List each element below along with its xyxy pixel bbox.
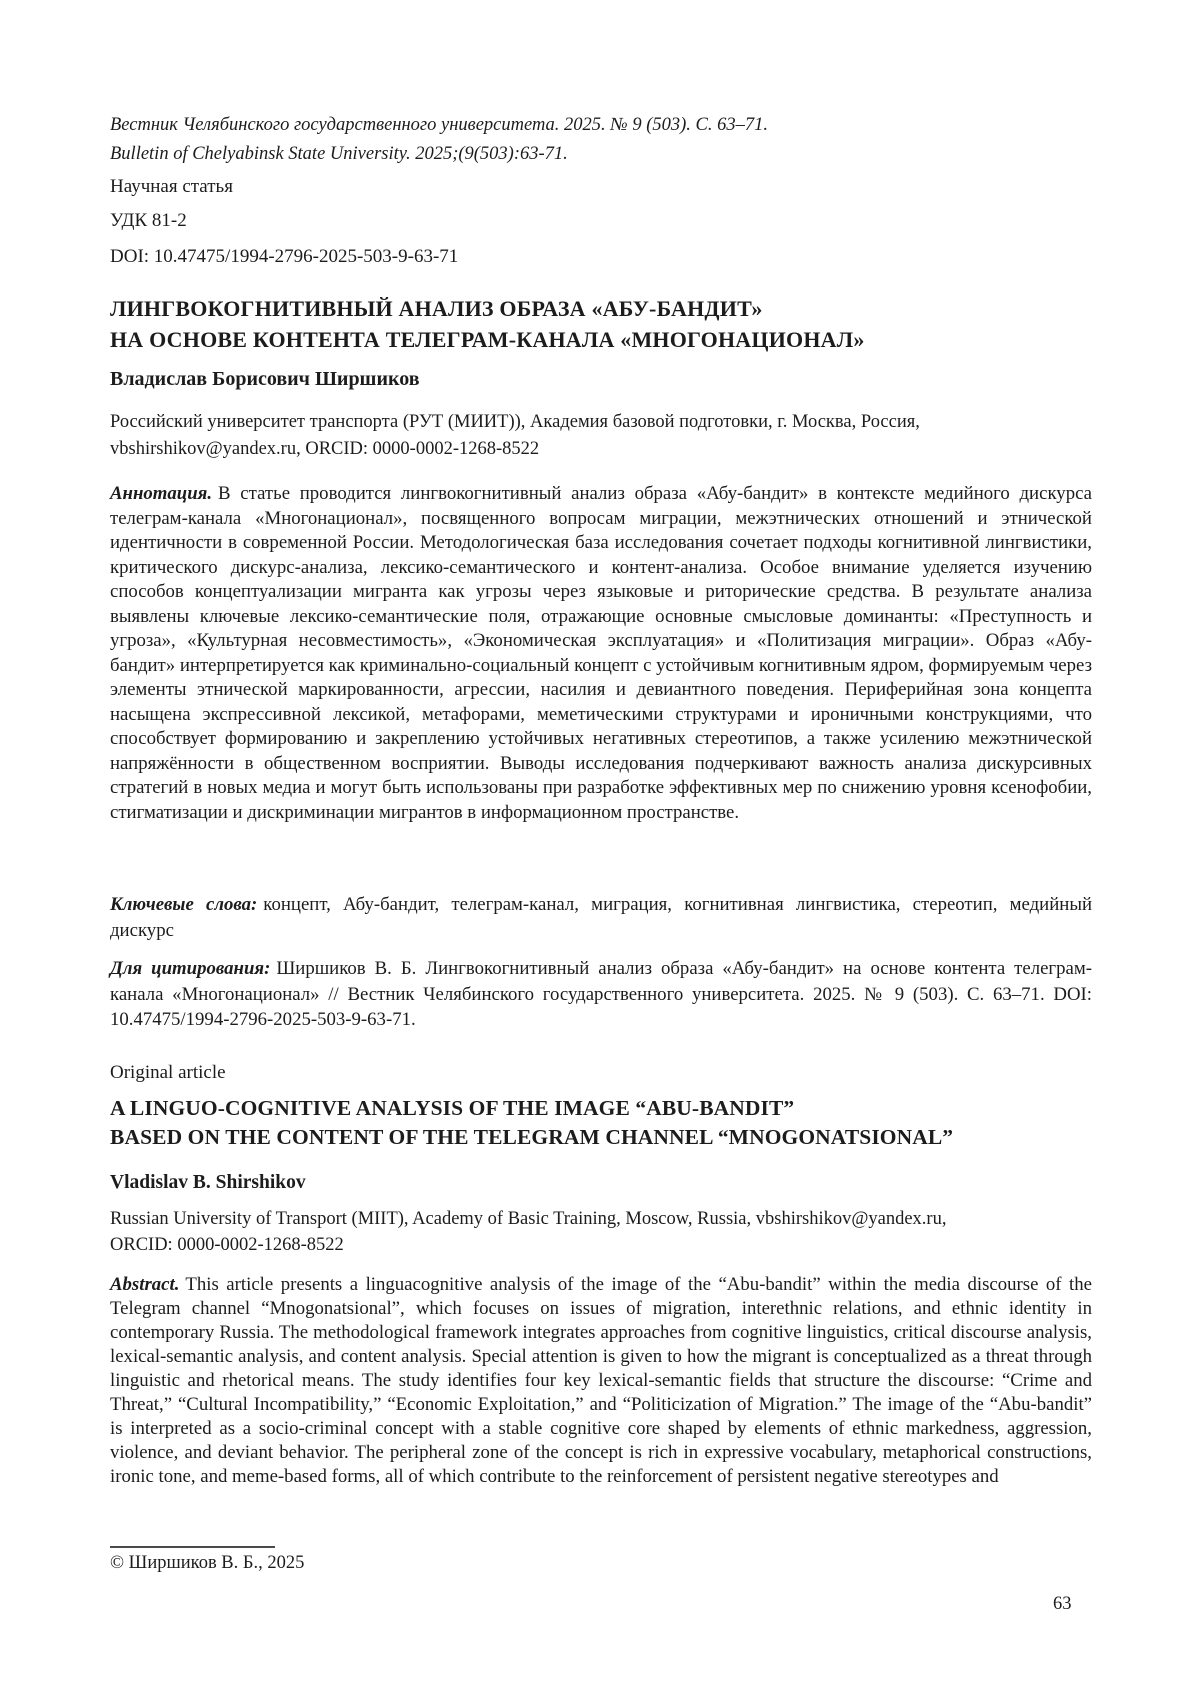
title-en-line2: BASED ON THE CONTENT OF THE TELEGRAM CHANNEL “MNOGONATSIONAL” (110, 1125, 954, 1149)
citation-ru (110, 956, 1092, 1033)
doi: DOI: 10.47475/1994-2796-2025-503-9-63-71 (110, 246, 459, 267)
journal-header (110, 111, 1092, 169)
copyright-notice: © Ширшиков В. Б., 2025 (110, 1553, 305, 1573)
udc-code: УДК 81-2 (110, 210, 187, 231)
title-ru-line2: НА ОСНОВЕ КОНТЕНТА ТЕЛЕГРАМ-КАНАЛА «МНОГОНАЦИОНАЛ» (110, 327, 865, 352)
article-type-ru: Научная статья (110, 176, 233, 197)
affiliation-en-line1: Russian University of Transport (MIIT), Academy of Basic Training, Moscow, Russia, vbshirshikov@yandex.ru, (110, 1209, 947, 1229)
keywords-ru-text: концепт, Абу-бандит, телеграм-канал, миграция, когнитивная лингвистика, стереотип, медийный дискурс (110, 894, 1092, 941)
affiliation-ru (110, 409, 1092, 462)
abstract-ru-label: Аннотация. (110, 483, 213, 504)
abstract-ru-text: В статье проводится лингвокогнитивный анализ образа «Абу-бандит» в контексте медийного дискурса телеграм-канала «Многонационал», посвященного вопросам миграции, межэтнических отношений и этнической идентичности в современной России. Методологическая база исследования сочетает подходы когнитивной лингвистики, критического дискурс-анализа, лексико-семантического и контент-анализа. Особое внимание уделяется изучению способов концептуализации мигранта как угрозы через языковые и риторические средства. В результате анализа выявлены ключевые лексико-семантические поля, отражающие основные смысловые доминанты: «Преступность и угроза», «Культурная несовместимость», «Экономическая эксплуатация» и «Политизация миграции». Образ «Абу-бандит» интерпретируется как криминально-социальный концепт с устойчивым когнитивным ядром, формируемым через элементы этнической маркированности, агрессии, насилия и девиантного поведения. Периферийная зона концепта насыщена экспрессивной лексикой, метафорами, меметическими структурами и ироничными конструкциями, что способствует формированию и закреплению устойчивых негативных стереотипов, а также усилению межэтнической напряжённости в общественном восприятии. Выводы исследования подчеркивают важность анализа дискурсивных стратегий в новых медиа и могут быть использованы при разработке эффективных мер по снижению уровня ксенофобии, стигматизации и дискриминации мигрантов в информационном пространстве. (110, 483, 1092, 823)
keywords-ru (110, 892, 1092, 943)
keywords-ru-label: Ключевые слова: (110, 894, 258, 915)
title-en (110, 1094, 1092, 1152)
title-en-line1: A LINGUO-COGNITIVE ANALYSIS OF THE IMAGE “ABU-BANDIT” (110, 1096, 795, 1120)
title-ru-line1: ЛИНГВОКОГНИТИВНЫЙ АНАЛИЗ ОБРАЗА «АБУ-БАНДИТ» (110, 296, 763, 321)
abstract-en-text: This article presents a linguacognitive analysis of the image of the “Abu-bandit” within the media discourse of the Telegram channel “Mnogonatsional”, which focuses on issues of migration, interethnic relations, and ethnic identity in contemporary Russia. The methodological framework integrates approaches from cognitive linguistics, critical discourse analysis, lexical-semantic analysis, and content analysis. Special attention is given to how the migrant is conceptualized as a threat through linguistic and rhetorical means. The study identifies four key lexical-semantic fields that structure the discourse: “Crime and Threat,” “Cultural Incompatibility,” “Economic Exploitation,” and “Politicization of Migration.” The image of the “Abu-bandit” is interpreted as a socio-criminal concept with a stable cognitive core shaped by elements of ethnic markedness, aggression, violence, and deviant behavior. The peripheral zone of the concept is rich in expressive vocabulary, metaphorical constructions, ironic tone, and meme-based forms, all of which contribute to the reinforcement of persistent negative stereotypes and (110, 1274, 1092, 1487)
page-number: 63 (1053, 1594, 1072, 1614)
article-type-en: Original article (110, 1062, 226, 1083)
affiliation-en-line2: ORCID: 0000-0002-1268-8522 (110, 1234, 344, 1255)
author-en: Vladislav B. Shirshikov (110, 1172, 306, 1193)
citation-ru-text: Ширшиков В. Б. Лингвокогнитивный анализ образа «Абу-бандит» на основе контента телеграм-канала «Многонационал» // Вестник Челябинского государственного университета. 2025. № 9 (503). С. 63–71. DOI: 10.47475/1994-2796-2025-503-9-63-71. (110, 958, 1092, 1030)
abstract-en-label: Abstract. (110, 1274, 180, 1295)
journal-citation-ru: Вестник Челябинского государственного университета. 2025. № 9 (503). С. 63–71. (110, 115, 769, 135)
affiliation-ru-line1: Российский университет транспорта (РУТ (МИИТ)), Академия базовой подготовки, г. Москва, Россия, (110, 412, 920, 432)
journal-citation-en: Bulletin of Chelyabinsk State University. 2025;(9(503):63-71. (110, 144, 568, 164)
author-ru: Владислав Борисович Ширшиков (110, 368, 420, 390)
affiliation-ru-line2: vbshirshikov@yandex.ru, ORCID: 0000-0002-1268-8522 (110, 438, 540, 459)
footnote-rule (110, 1546, 275, 1548)
title-ru (110, 293, 1092, 355)
affiliation-en (110, 1207, 1092, 1258)
citation-ru-label: Для цитирования: (110, 958, 271, 979)
abstract-ru (110, 482, 1092, 825)
abstract-en (110, 1273, 1092, 1489)
